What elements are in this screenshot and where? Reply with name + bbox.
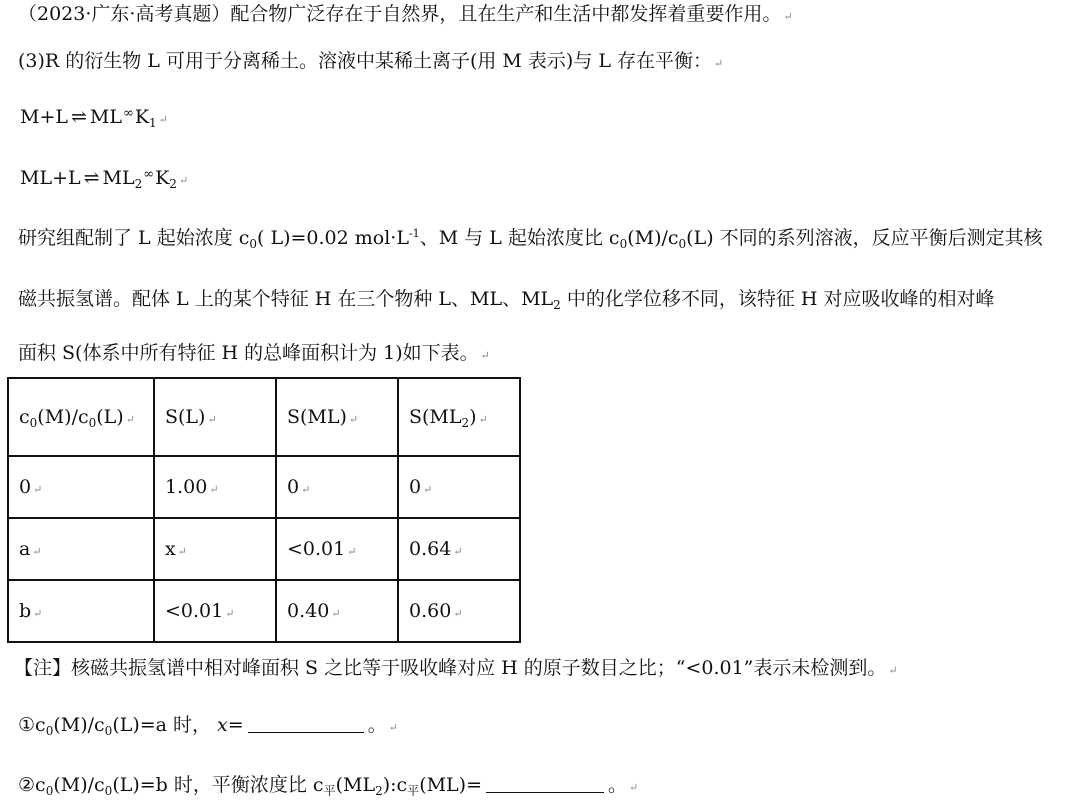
table-cell: 0.64 ↵ (398, 518, 520, 580)
sub-question-number: ② (18, 774, 36, 796)
paragraph-mark-icon: ↵ (783, 10, 793, 23)
sub-question-number: ① (18, 714, 36, 736)
eq1-k-sub: 1 (149, 116, 157, 130)
para-sub: 0 (249, 237, 258, 251)
data-table (7, 377, 521, 643)
para-sub: 2 (553, 298, 561, 312)
paragraph-mark-icon: ↵ (178, 174, 189, 187)
table-row (8, 580, 520, 642)
header-s-l: S(L) ↵ (154, 378, 276, 456)
eq2-right-sub: 2 (134, 177, 143, 191)
table-cell: 1.00 ↵ (154, 456, 276, 518)
answer-blank-2[interactable] (486, 772, 604, 793)
eq2-right: ML (102, 167, 135, 189)
table-cell: 0 ↵ (276, 456, 398, 518)
infinity-symbol: ∞ (123, 106, 134, 121)
variable-x: x (217, 714, 228, 736)
eq1-right: ML (89, 106, 122, 128)
table-row (8, 518, 520, 580)
para-text: 中的化学位移不同，该特征 H 对应吸收峰的相对峰 (560, 288, 995, 310)
para-sub: 0 (619, 237, 628, 251)
eq2-k: K (155, 167, 170, 189)
paragraph-mark-icon: ↵ (714, 57, 724, 70)
paragraph-mark-icon: ↵ (888, 664, 898, 677)
para-sup: -1 (408, 227, 420, 240)
para-sub: 0 (678, 237, 687, 251)
answer-blank-1[interactable] (248, 712, 364, 733)
header-ratio: $c_0(M)/c_0(L)$ ↵ (8, 378, 154, 456)
table-cell: 0.40 ↵ (276, 580, 398, 642)
infinity-symbol: ∞ (143, 167, 155, 182)
para-text: 面积 S(体系中所有特征 H 的总峰面积计为 1)如下表。 (18, 342, 479, 364)
note-line (14, 656, 898, 683)
paragraph-line-1 (18, 226, 1043, 250)
para-text: 、M 与 L 起始浓度比 c (419, 227, 620, 249)
question-3-line (18, 49, 723, 76)
table-cell: b ↵ (8, 580, 154, 642)
intro-line (18, 2, 793, 29)
table-cell: 0 ↵ (398, 456, 520, 518)
equilibrium-arrow-icon: ⇌ (71, 106, 87, 128)
equilibrium-arrow-icon: ⇌ (83, 167, 100, 189)
sub-question-1: $①c_0(M)/c_0(L)=a$ 时， x= 。 ↵ (18, 714, 398, 738)
paragraph-mark-icon: ↵ (158, 113, 168, 126)
eq2-k-sub: 2 (169, 177, 177, 191)
para-text: 研究组配制了 L 起始浓度 c (18, 227, 250, 249)
equation-1 (20, 102, 168, 132)
eq1-left: M+L (20, 106, 68, 128)
para-text: (M)/c (627, 227, 679, 249)
header-s-ml2: $S(ML_2)$ ↵ (398, 378, 520, 456)
equation-2 (20, 163, 188, 193)
header-s-ml: S(ML) ↵ (276, 378, 398, 456)
para-text: ( L)=0.02 mol·L (257, 227, 409, 249)
table-cell: a ↵ (8, 518, 154, 580)
table-cell: x ↵ (154, 518, 276, 580)
eq1-k: K (134, 106, 150, 128)
paragraph-line-2 (18, 287, 995, 311)
paragraph-mark-icon: ↵ (388, 721, 398, 734)
eq2-left: ML+L (20, 167, 81, 189)
table-header-row (8, 378, 520, 456)
question-3-text: (3)R 的衍生物 L 可用于分离稀土。溶液中某稀土离子(用 M 表示)与 L 存在平衡： (18, 50, 713, 72)
para-text: 磁共振氢谱。配体 L 上的某个特征 H 在三个物种 L、ML、ML (18, 288, 554, 310)
table-cell: 0 ↵ (8, 456, 154, 518)
sub-question-2: $②c_0(M)/c_0(L)=b$ 时，平衡浓度比 $c_平(ML_2):c_平(ML)=$ 。 ↵ (18, 774, 639, 798)
paragraph-line-3 (18, 341, 490, 368)
table-cell: <0.01 ↵ (276, 518, 398, 580)
intro-text: （2023·广东·高考真题）配合物广泛存在于自然界，且在生产和生活中都发挥着重要作用。 (18, 3, 782, 25)
paragraph-mark-icon: ↵ (629, 781, 639, 794)
para-text: (L) 不同的系列溶液，反应平衡后测定其核 (686, 227, 1043, 249)
table-cell: 0.60 ↵ (398, 580, 520, 642)
paragraph-mark-icon: ↵ (480, 349, 490, 362)
table-cell: <0.01 ↵ (154, 580, 276, 642)
table-row (8, 456, 520, 518)
note-text: 【注】核磁共振氢谱中相对峰面积 S 之比等于吸收峰对应 H 的原子数目之比；“<0.01”表示未检测到。 (14, 657, 887, 679)
